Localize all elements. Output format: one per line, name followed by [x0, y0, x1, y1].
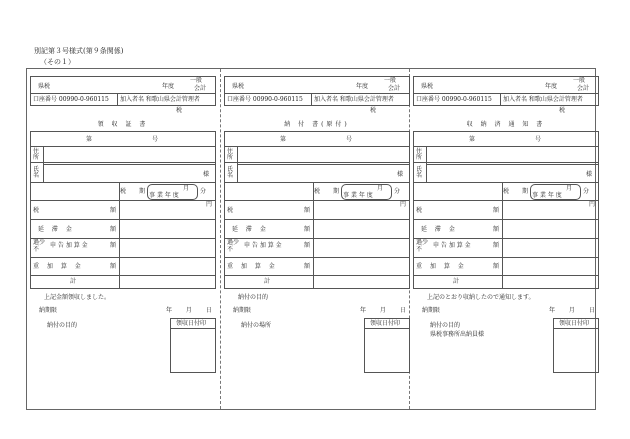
subscriber-name: 加入者名 和歌山県会計管理者 — [120, 96, 200, 103]
document-title: 領 収 証 書 — [97, 121, 149, 128]
rule-line — [43, 164, 215, 165]
additional-tax-label: 申 告 加 算 金 — [50, 242, 88, 249]
yen-label: 円 — [400, 201, 407, 208]
rule-line — [413, 146, 599, 147]
rule-line — [413, 288, 599, 289]
due-date-label: 納期限 — [422, 307, 441, 314]
rule-line — [409, 275, 410, 288]
business-year-label: 事 業 年 度 — [149, 192, 179, 199]
rule-line — [224, 182, 410, 183]
rule-line — [413, 275, 599, 276]
rule-line — [224, 76, 225, 105]
rule-line — [502, 275, 503, 288]
address-label: 住所 — [416, 148, 423, 161]
footer-note: 上記のとおり収納したので通知します。 — [427, 294, 535, 301]
rule-line — [215, 318, 216, 372]
rule-line — [30, 182, 216, 183]
delinquency-suffix: 額 — [493, 226, 500, 233]
rule-line — [170, 328, 216, 329]
receipt-stamp-label: 領収日付印 — [176, 320, 207, 327]
rule-line — [119, 182, 120, 275]
footer-note: 上記金額領収しました。 — [44, 294, 111, 301]
number-suffix: 号 — [346, 136, 353, 143]
rule-line — [598, 275, 599, 288]
form-panel-2 — [224, 76, 410, 394]
rule-line — [119, 275, 120, 288]
total-label: 計 — [453, 278, 460, 285]
rule-line — [413, 238, 599, 239]
rule-line — [313, 275, 314, 288]
rule-line — [413, 162, 599, 163]
honorific-label: 様 — [397, 171, 404, 178]
rule-line — [30, 288, 216, 289]
rule-line — [313, 182, 314, 275]
tax-amount-label: 税 — [33, 207, 40, 214]
delinquency-label: 延 滞 金 — [232, 226, 269, 233]
fiscal-year-label: 年度 — [356, 83, 369, 90]
rule-line — [364, 318, 365, 372]
additional-tax-suffix: 額 — [110, 242, 117, 249]
rule-line — [553, 318, 554, 372]
rule-line — [502, 182, 503, 275]
due-date-ymd: 年 月 日 — [360, 307, 406, 314]
footer-note: 納付の目的 — [238, 294, 269, 301]
non-report-label: 不 — [416, 246, 423, 253]
tax-amount-label: 税 — [416, 207, 423, 214]
account-number: 口座番号 00990-0-960115 — [33, 96, 109, 103]
total-label: 計 — [70, 278, 77, 285]
due-date-label: 納期限 — [39, 307, 58, 314]
additional-tax-suffix: 額 — [304, 242, 311, 249]
rule-line — [413, 200, 599, 201]
fiscal-year-label: 年度 — [162, 83, 175, 90]
rule-line — [30, 105, 216, 106]
purpose-label: 納付の目的 — [47, 322, 78, 329]
rule-line — [426, 164, 598, 165]
heavy-additional-tax-label: 重 加 算 金 — [416, 263, 467, 270]
number-prefix: 第 — [86, 136, 93, 143]
rule-line — [413, 131, 599, 132]
under-report-label: 過少 — [33, 239, 46, 246]
honorific-label: 様 — [203, 171, 210, 178]
heavy-additional-tax-suffix: 額 — [304, 263, 311, 270]
rule-line — [224, 146, 410, 147]
rule-line — [30, 146, 216, 147]
rule-line — [413, 219, 599, 220]
prefecture-tax-label: 県税 — [421, 83, 434, 90]
rule-line — [598, 131, 599, 275]
rule-line — [30, 162, 216, 163]
rule-line — [224, 93, 410, 94]
non-report-label: 不 — [33, 246, 40, 253]
heavy-additional-tax-label: 重 加 算 金 — [33, 263, 84, 270]
additional-tax-label: 申 告 加 算 金 — [244, 242, 282, 249]
account-number: 口座番号 00990-0-960115 — [416, 96, 492, 103]
account-number: 口座番号 00990-0-960115 — [227, 96, 303, 103]
heavy-additional-tax-suffix: 額 — [110, 263, 117, 270]
tax-amount-suffix: 額 — [493, 207, 500, 214]
prefecture-tax-label: 県税 — [38, 83, 51, 90]
business-year-label: 事 業 年 度 — [532, 192, 562, 199]
subscriber-name: 加入者名 和歌山県会計管理者 — [503, 96, 583, 103]
rule-line — [30, 76, 216, 77]
tax-amount-label: 税 — [227, 207, 234, 214]
rule-line — [30, 275, 31, 288]
rule-line — [598, 318, 599, 372]
rule-line — [224, 288, 410, 289]
rule-line — [598, 76, 599, 105]
period-label: 期 — [522, 188, 529, 195]
rule-line — [30, 219, 216, 220]
form-reference: 別記第３号様式(第９条関係) — [34, 47, 124, 55]
general-account-top: 一般 — [384, 77, 397, 84]
rule-line — [224, 275, 410, 276]
month-label: 月 — [377, 185, 384, 192]
form-sub-reference: （その１） — [40, 58, 75, 66]
general-account-bottom: 会計 — [388, 85, 401, 92]
receipt-stamp-label: 領収日付印 — [370, 320, 401, 327]
rule-line — [224, 275, 225, 288]
tax-kind-label: 税 — [314, 188, 321, 195]
tax-suffix-label: 税 — [370, 107, 377, 114]
tax-kind-label: 税 — [120, 188, 127, 195]
rule-line — [237, 164, 409, 165]
rule-line — [409, 318, 410, 372]
yen-label: 円 — [589, 201, 596, 208]
purpose-label: 納付の目的 — [430, 322, 461, 329]
number-prefix: 第 — [469, 136, 476, 143]
tax-amount-suffix: 額 — [110, 207, 117, 214]
number-suffix: 号 — [152, 136, 159, 143]
additional-tax-suffix: 額 — [493, 242, 500, 249]
rule-line — [224, 76, 410, 77]
rule-line — [311, 93, 312, 105]
rule-line — [500, 93, 501, 105]
purpose-label: 納付の場所 — [241, 322, 272, 329]
rule-line — [30, 93, 216, 94]
rule-line — [215, 76, 216, 105]
general-account-bottom: 会計 — [577, 85, 590, 92]
under-report-label: 過少 — [227, 239, 240, 246]
number-suffix: 号 — [535, 136, 542, 143]
rule-line — [224, 131, 225, 275]
tax-suffix-label: 税 — [176, 107, 183, 114]
rule-line — [409, 131, 410, 275]
rule-line — [215, 131, 216, 275]
rule-line — [224, 238, 410, 239]
rule-line — [170, 318, 216, 319]
general-account-top: 一般 — [190, 77, 203, 84]
rule-line — [413, 182, 599, 183]
rule-line — [553, 318, 599, 319]
name-label: 氏名 — [227, 166, 234, 179]
name-label: 氏名 — [416, 166, 423, 179]
rule-line — [364, 372, 410, 373]
subscriber-name: 加入者名 和歌山県会計管理者 — [314, 96, 394, 103]
minute-label: 分 — [394, 188, 401, 195]
minute-label: 分 — [200, 188, 207, 195]
rule-line — [413, 275, 414, 288]
rule-line — [30, 76, 31, 105]
tax-amount-suffix: 額 — [304, 207, 311, 214]
rule-line — [413, 105, 599, 106]
rule-line — [224, 257, 410, 258]
rule-line — [364, 318, 410, 319]
month-label: 月 — [566, 185, 573, 192]
period-label: 期 — [333, 188, 340, 195]
rule-line — [215, 275, 216, 288]
rule-line — [30, 200, 216, 201]
due-date-label: 納期限 — [233, 307, 252, 314]
rule-line — [30, 257, 216, 258]
rule-line — [413, 93, 599, 94]
receipt-stamp-label: 領収日付印 — [559, 320, 590, 327]
tax-suffix-label: 税 — [559, 107, 566, 114]
form-panel-1 — [30, 76, 216, 394]
due-date-ymd: 年 月 日 — [549, 307, 595, 314]
rule-line — [30, 238, 216, 239]
heavy-additional-tax-suffix: 額 — [493, 263, 500, 270]
general-account-top: 一般 — [573, 77, 586, 84]
perforation-line-1 — [220, 69, 221, 409]
document-title: 収 納 済 通 知 書 — [466, 121, 546, 128]
rule-line — [224, 219, 410, 220]
rule-line — [30, 131, 31, 275]
rule-line — [224, 162, 410, 163]
fiscal-year-label: 年度 — [545, 83, 558, 90]
honorific-label: 様 — [586, 171, 593, 178]
minute-label: 分 — [583, 188, 590, 195]
rule-line — [413, 257, 599, 258]
period-label: 期 — [139, 188, 146, 195]
rule-line — [170, 372, 216, 373]
additional-tax-label: 申 告 加 算 金 — [433, 242, 471, 249]
month-label: 月 — [183, 185, 190, 192]
purpose-sub-label: 県税事務所出納員様 — [430, 331, 485, 338]
rule-line — [413, 131, 414, 275]
rule-line — [413, 76, 599, 77]
rule-line — [413, 76, 414, 105]
general-account-bottom: 会計 — [194, 85, 207, 92]
rule-line — [364, 328, 410, 329]
rule-line — [224, 131, 410, 132]
address-label: 住所 — [33, 148, 40, 161]
rule-line — [553, 372, 599, 373]
total-label: 計 — [264, 278, 271, 285]
delinquency-label: 延 滞 金 — [421, 226, 458, 233]
due-date-ymd: 年 月 日 — [166, 307, 212, 314]
delinquency-label: 延 滞 金 — [38, 226, 75, 233]
rule-line — [30, 131, 216, 132]
heavy-additional-tax-label: 重 加 算 金 — [227, 263, 278, 270]
document-title: 納 付 書(原付) — [284, 121, 350, 128]
form-panel-3 — [413, 76, 599, 394]
under-report-label: 過少 — [416, 239, 429, 246]
rule-line — [409, 76, 410, 105]
tax-kind-label: 税 — [503, 188, 510, 195]
delinquency-suffix: 額 — [304, 226, 311, 233]
rule-line — [170, 318, 171, 372]
rule-line — [224, 105, 410, 106]
name-label: 氏名 — [33, 166, 40, 179]
rule-line — [224, 200, 410, 201]
yen-label: 円 — [206, 201, 213, 208]
rule-line — [30, 275, 216, 276]
address-label: 住所 — [227, 148, 234, 161]
number-prefix: 第 — [280, 136, 287, 143]
rule-line — [117, 93, 118, 105]
non-report-label: 不 — [227, 246, 234, 253]
prefecture-tax-label: 県税 — [232, 83, 245, 90]
business-year-label: 事 業 年 度 — [343, 192, 373, 199]
delinquency-suffix: 額 — [110, 226, 117, 233]
rule-line — [553, 328, 599, 329]
